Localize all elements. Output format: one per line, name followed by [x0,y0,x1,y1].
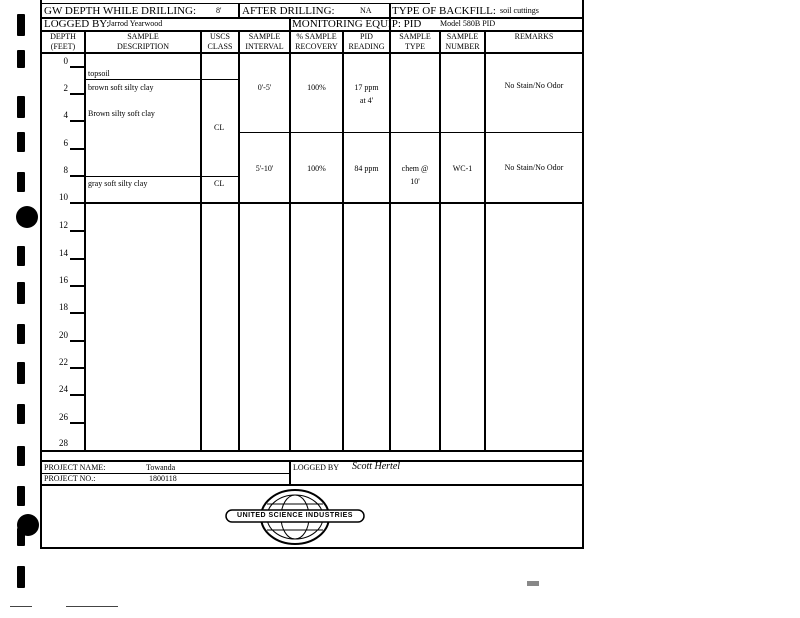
pid-reading: 84 ppm [354,164,379,173]
depth-tick [70,120,84,122]
depth-tick [70,258,84,260]
col-divider [289,30,291,450]
frame-right [582,0,584,548]
footer-divider [289,460,291,484]
depth-label: 10 [59,192,68,202]
depth-label: 14 [59,248,68,258]
binder-ring-hole [16,206,38,228]
uscs-class: CL [214,123,225,132]
depth-tick [70,422,84,424]
depth-label: 0 [63,56,68,66]
depth-label: 28 [59,438,68,448]
punch-hole [17,362,25,384]
scan-mark [66,606,118,607]
description-gray-soft-silty-clay: gray soft silty clay [88,179,148,188]
after-drilling-label: AFTER DRILLING: [242,5,335,17]
punch-hole [17,486,25,506]
description-brown-silty-soft-clay: Brown silty soft clay [88,109,155,118]
scan-mark [527,581,539,586]
after-drilling-value: NA [360,6,372,15]
gw-depth-value: 8' [216,6,222,15]
depth-label: 6 [63,138,68,148]
depth-label: 8 [63,165,68,175]
description-topsoil: topsoil [88,69,110,78]
project-no-label: PROJECT NO.: [44,474,96,483]
footer-line [40,460,584,462]
punch-hole [17,282,25,304]
company-logo [224,488,366,546]
project-name-label: PROJECT NAME: [44,463,106,472]
logged-by-label: LOGGED BY: [44,18,110,30]
col-header-pid: PID READING [348,32,385,51]
column-header-bottom [40,52,584,54]
depth-label: 24 [59,384,68,394]
punch-hole [17,324,25,344]
monitoring-label: MONITORING EQUIP: PID [292,18,422,30]
layer-boundary [84,176,238,177]
punch-hole [17,528,25,546]
sample-type: chem @ 10' [401,164,429,186]
sample-recovery: 100% [307,83,326,92]
depth-label: 4 [63,110,68,120]
layer-boundary [84,202,584,204]
depth-label: 22 [59,357,68,367]
monitoring-model: Model 580B PID [440,19,496,28]
depth-tick [70,394,84,396]
logo-text: UNITED SCIENCE INDUSTRIES [237,512,353,519]
col-divider [439,30,441,450]
depth-label: 12 [59,220,68,230]
sample-boundary [238,132,584,133]
signature: Scott Hertel [352,461,401,472]
header-divider [238,4,240,17]
sample-interval: 0'-5' [257,83,272,92]
sample-remarks: No Stain/No Odor [504,81,564,90]
depth-label: 20 [59,330,68,340]
punch-hole [17,50,25,68]
col-header-recovery: % SAMPLE RECOVERY [295,32,338,51]
depth-tick [70,66,84,68]
header-top-line [40,3,430,4]
uscs-class: CL [214,179,225,188]
depth-tick [70,367,84,369]
sample-number: WC-1 [452,164,473,173]
col-divider [200,30,202,450]
col-divider [389,30,391,450]
layer-boundary [84,79,238,80]
punch-hole [17,404,25,424]
col-header-number: SAMPLE NUMBER [445,32,480,51]
col-divider [238,30,240,450]
logged-by-value: Jarrod Yearwood [108,19,163,28]
depth-tick [70,340,84,342]
punch-hole [17,96,25,118]
punch-hole [17,172,25,192]
sample-interval: 5'-10' [255,164,274,173]
col-divider [84,30,86,450]
depth-tick [70,202,84,204]
depth-label: 26 [59,412,68,422]
footer-line [40,484,584,486]
depth-label: 16 [59,275,68,285]
gw-depth-label: GW DEPTH WHILE DRILLING: [44,5,197,17]
depth-label: 18 [59,302,68,312]
col-header-remarks: REMARKS [514,32,554,41]
col-header-uscs: USCS CLASS [207,32,233,51]
col-divider [484,30,486,450]
punch-hole [17,566,25,588]
depth-tick [70,93,84,95]
depth-tick [70,312,84,314]
sample-remarks: No Stain/No Odor [504,163,564,172]
depth-tick [70,230,84,232]
project-no-value: 1800118 [149,474,177,483]
frame-bottom [40,547,584,549]
backfill-label: TYPE OF BACKFILL: [392,5,496,17]
backfill-value: soil cuttings [500,6,539,15]
punch-hole [17,14,25,36]
col-header-description: SAMPLE DESCRIPTION [116,32,169,51]
header-divider [289,17,291,30]
scan-mark [10,606,32,607]
pid-reading: 17 ppm at 4' [354,83,379,105]
footer-logged-by-label: LOGGED BY [293,463,339,472]
punch-hole [17,246,25,266]
sample-recovery: 100% [307,164,326,173]
depth-tick [70,285,84,287]
depth-label: 2 [63,83,68,93]
punch-hole [17,446,25,466]
description-brown-soft-silty-clay: brown soft silty clay [88,83,154,92]
punch-hole [17,132,25,152]
frame-left [40,0,42,548]
col-header-interval: SAMPLE INTERVAL [245,32,284,51]
col-header-type: SAMPLE TYPE [399,32,431,51]
depth-tick [70,175,84,177]
footer-top-line [40,450,584,452]
project-name-value: Towanda [146,463,176,472]
depth-tick [70,148,84,150]
col-header-depth: DEPTH (FEET) [50,32,76,51]
